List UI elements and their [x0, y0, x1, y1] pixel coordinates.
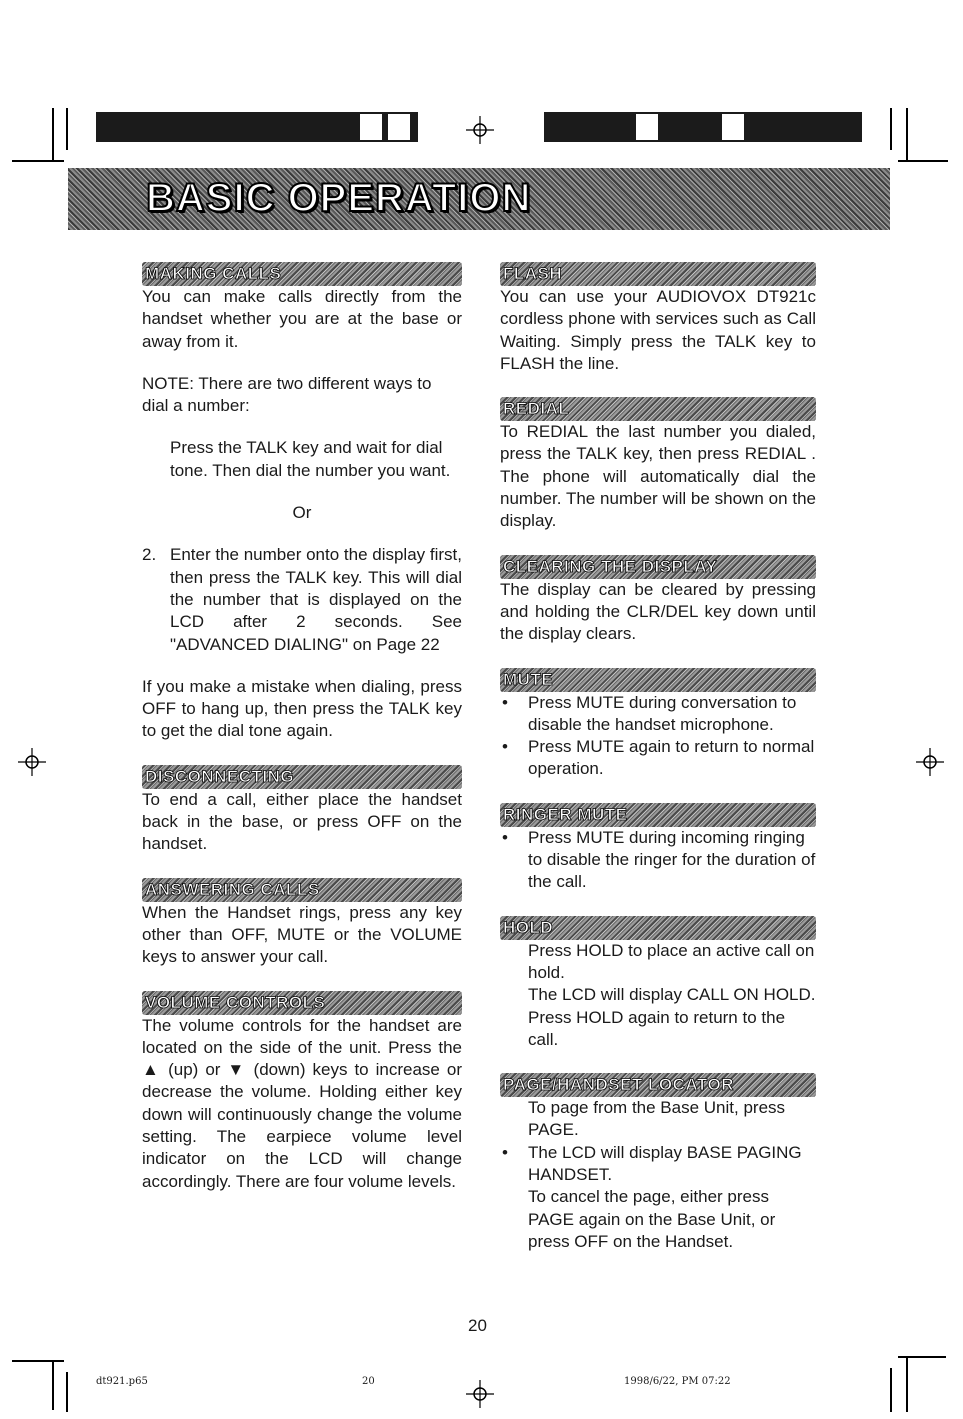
section-heading: MAKING CALLS [145, 264, 282, 283]
left-column [142, 262, 462, 1215]
answering-calls-text: When the Handset rings, press any key other than OFF, MUTE or the VOLUME keys to answer your call. [142, 902, 462, 967]
option2-text: Enter the number onto the display first, then press the TALK key. This will dial the number that is displayed on the LCD after 2 seconds. See "ADVANCED DIALING" on Page 22 [170, 545, 462, 654]
list-item [500, 827, 816, 894]
section-hold [500, 916, 816, 1051]
bullet: • [502, 827, 508, 847]
option2-number: 2. [142, 545, 157, 565]
clearing-text: The display can be cleared by pressing and holding the CLR/DEL key down until the display clears. [500, 579, 816, 644]
bullet: • [502, 692, 508, 712]
bullet: • [502, 737, 508, 757]
section-heading-bar [142, 991, 462, 1015]
section-heading-bar [142, 765, 462, 789]
list-item-text: Press MUTE during conversation to disable the handset microphone. [528, 692, 797, 734]
flash-text: You can use your AUDIOVOX DT921c cordless phone with services such as Call Waiting. Simply press the TALK key to FLASH the line. [500, 287, 816, 373]
footer-file: dt921.p65 [96, 1376, 148, 1387]
list-item-text: The LCD will display BASE PAGING HANDSET. [528, 1142, 802, 1185]
section-flash [500, 262, 816, 375]
section-heading: REDIAL [503, 399, 570, 419]
section-heading-bar [500, 262, 816, 286]
section-clearing-display [500, 555, 816, 646]
page-title: BASIC OPERATION [146, 176, 532, 220]
section-page-locator [500, 1073, 816, 1253]
hold-line: Press HOLD again to return to the call. [528, 1007, 786, 1049]
footer-page: 20 [362, 1376, 375, 1387]
making-calls-mistake: If you make a mistake when dialing, press OFF to hang up, then press the TALK key to get the dial tone again. [142, 676, 462, 741]
hold-line: The LCD will display CALL ON HOLD. [528, 985, 816, 1005]
making-calls-note: NOTE: There are two different ways to dial a number: [142, 373, 432, 416]
section-heading-bar [500, 668, 816, 692]
mute-list [500, 692, 816, 781]
crop-mark-top-left [12, 160, 64, 162]
section-heading: FLASH [503, 264, 563, 283]
redial-text: To REDIAL the last number you dialed, press the TALK key, then press REDIAL . The phone will automatically dial the number. The number will be shown on the display. [500, 422, 816, 531]
disconnecting-text: To end a call, either place the handset back in the base, or press OFF on the handset. [142, 789, 462, 854]
right-column [500, 262, 816, 1275]
section-heading: VOLUME CONTROLS [145, 992, 326, 1012]
list-item [500, 736, 816, 781]
registration-mark-top-icon [466, 116, 494, 144]
crop-mark-bottom-left-v2 [66, 1372, 68, 1412]
section-heading: DISCONNECTING [145, 766, 295, 786]
section-heading-bar [500, 397, 816, 421]
making-calls-option2 [142, 544, 462, 655]
section-heading: HOLD [503, 917, 554, 937]
crop-mark-bottom-left [12, 1360, 64, 1362]
section-heading: RINGER MUTE [503, 804, 628, 824]
section-disconnecting [142, 765, 462, 856]
section-heading-bar [500, 803, 816, 827]
section-mute [500, 668, 816, 781]
section-heading-bar [500, 555, 816, 579]
hold-line: Press HOLD to place an active call on hold. [528, 940, 815, 982]
crop-mark-bottom-left-v [52, 1360, 54, 1410]
page-locator-line1: To page from the Base Unit, press PAGE. [528, 1098, 786, 1140]
decorative-bar-right [544, 112, 862, 142]
list-item [500, 692, 816, 737]
footer-timestamp: 1998/6/22, PM 07:22 [624, 1376, 731, 1387]
ringer-mute-list [500, 827, 816, 894]
crop-mark-top-right-v [890, 108, 892, 150]
list-item-text: Press MUTE during incoming ringing to disable the ringer for the duration of the call. [528, 827, 816, 892]
making-calls-option1: Press the TALK key and wait for dial tone. Then dial the number you want. [170, 438, 451, 480]
section-heading-bar [142, 878, 462, 902]
volume-controls-text: The volume controls for the handset are located on the side of the unit. Press the ▲ (up) or ▼ (down) keys to increase or decrease the volume. Holding either key down will continuously change the volume setting. The earpiece volume level indicator on the LCD will change accordingly. There are four volume levels. [142, 1015, 462, 1191]
section-answering-calls [142, 878, 462, 969]
page-number: 20 [468, 1316, 487, 1335]
section-heading-bar [142, 262, 462, 286]
section-heading: ANSWERING CALLS [145, 879, 320, 899]
section-heading: MUTE [503, 669, 554, 689]
page-locator-line2: To cancel the page, either press PAGE again on the Base Unit, or press OFF on the Handset. [528, 1187, 776, 1251]
crop-mark-bottom-right-v [890, 1368, 892, 1412]
section-redial [500, 397, 816, 532]
bullet: • [502, 1142, 508, 1162]
page-locator-list [500, 1142, 816, 1187]
registration-mark-right-icon [916, 748, 944, 776]
section-making-calls [142, 262, 462, 743]
section-heading: PAGE/HANDSET LOCATOR [503, 1075, 735, 1095]
crop-mark-bottom-right-v2 [906, 1356, 908, 1412]
crop-mark-top-left-v [52, 108, 54, 162]
list-item [500, 1142, 816, 1187]
registration-mark-bottom-icon [466, 1380, 494, 1408]
title-banner [68, 168, 890, 230]
section-ringer-mute [500, 803, 816, 894]
list-item-text: Press MUTE again to return to normal operation. [528, 737, 815, 779]
section-heading: CLEARING THE DISPLAY [503, 556, 718, 576]
making-calls-intro: You can make calls directly from the handset whether you are at the base or away from it. [142, 287, 462, 351]
section-heading-bar [500, 916, 816, 940]
section-heading-bar [500, 1073, 816, 1097]
making-calls-or: Or [292, 503, 312, 523]
section-volume-controls [142, 991, 462, 1193]
registration-mark-left-icon [18, 748, 46, 776]
crop-mark-top-left-v2 [66, 108, 68, 150]
decorative-bar-left [96, 112, 418, 142]
crop-mark-top-right-v2 [906, 108, 908, 162]
